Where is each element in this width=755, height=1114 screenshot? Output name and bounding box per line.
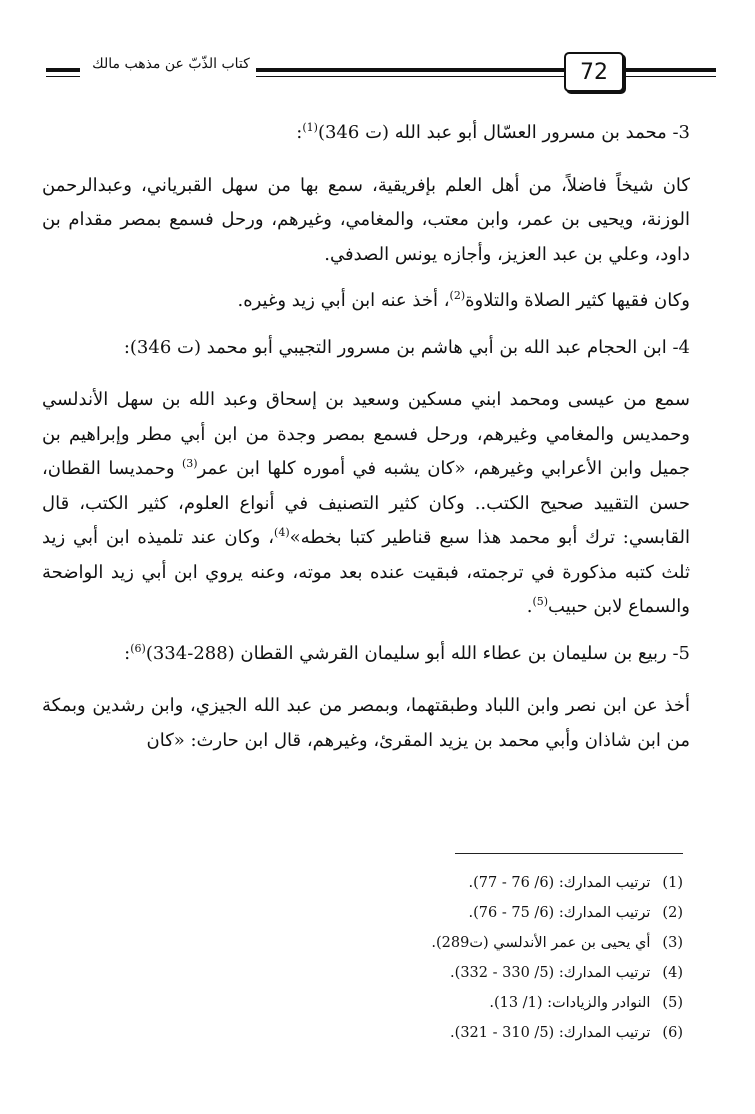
header-rule xyxy=(624,68,716,72)
footnotes xyxy=(300,868,683,1048)
header-rule xyxy=(256,76,576,77)
page-number: 72 xyxy=(564,52,624,92)
footnote: (2)ترتيب المدارك: (6/ 75 - 76). xyxy=(468,905,683,921)
footnote: (1)ترتيب المدارك: (6/ 76 - 77). xyxy=(468,875,683,891)
entry-heading-5: 5- ربيع بن سليمان بن عطاء الله أبو سليمان القرشي القطان $(288-334)^{(6)}$: xyxy=(124,641,690,664)
footnote-ref: (2) xyxy=(449,289,466,302)
page-header xyxy=(36,52,716,96)
footnote: (3)أي يحيى بن عمر الأندلسي (ت289). xyxy=(431,935,683,951)
header-rule xyxy=(624,76,716,77)
running-title: كتاب الذّبّ عن مذهب مالك xyxy=(92,56,250,72)
paragraph: سمع من عيسى ومحمد ابني مسكين وسعيد بن إسحاق وعبد الله بن سهل الأندلسي وحمديس والمغامي وغيرهم، ورحل فسمع بمصر وجدة من ابن أبي مطر وإبراهيم بن جميل وابن الأعرابي وغيرهم، «كان يشبه في أموره كلها ابن عمر$^{(3)}$ وحمديسا القطان، حسن التقييد صحيح الكتب.. وكان كثير التصنيف في أنواع العلوم، كثير الكتب، قال القابسي: ترك أبو محمد هذا سبع قناطير كتبا بخطه»$^{(4)}$، وكان عند تلميذه ابن أبي زيد ثلث كتبه مذكورة في ترجمته، فبقيت عنده بعد موته، وعنه يروي ابن أبي زيد الواضحة والسماع لابن حبيب$^{(5)}$. xyxy=(42,389,691,617)
footnote: (4)ترتيب المدارك: (5/ 330 - 332). xyxy=(450,965,683,981)
footnote: (5)النوادر والزيادات: (1/ 13). xyxy=(489,995,683,1011)
entry-heading-3: 3- محمد بن مسرور العسّال أبو عبد الله (ت 346)$^{(1)}$: xyxy=(296,121,690,143)
paragraph: أخذ عن ابن نصر وابن اللباد وطبقتهما، وبمصر من عبد الله الجيزي، وابن رشدين وبمكة من ابن شاذان وأبي محمد بن يزيد المقرئ، وغيرهم، قال ابن حارث: «كان xyxy=(42,695,690,751)
header-rule xyxy=(46,68,80,72)
entry-heading-4: 4- ابن الحجام عبد الله بن أبي هاشم بن مسرور التجيبي أبو محمد (ت 346): xyxy=(123,336,690,358)
footnote-ref: (1) xyxy=(302,121,318,134)
footnote-ref: (6) xyxy=(130,641,146,655)
footnote-ref: (5) xyxy=(532,595,549,608)
footnote: (6)ترتيب المدارك: (5/ 310 - 321). xyxy=(450,1025,683,1041)
header-rule xyxy=(256,68,576,72)
footnote-separator xyxy=(455,853,683,854)
footnote-ref: (3) xyxy=(182,457,198,470)
paragraph: كان شيخاً فاضلاً، من أهل العلم بإفريقية، سمع بها من سهل القبرياني، وعبدالرحمن الوزنة، ويحيى بن عمر، وابن معتب، والمغامي، وغيرهم، ورحل فسمع بمصر مقدام بن داود، وعلي بن عبد العزيز، وأجازه يونس الصدفي. xyxy=(42,174,690,265)
header-rule xyxy=(46,76,80,77)
footnote-ref: (4) xyxy=(274,526,290,539)
main-text xyxy=(42,116,690,770)
paragraph: وكان فقيها كثير الصلاة والتلاوة$^{(2)}$، أخذ عنه ابن أبي زيد وغيره. xyxy=(237,289,690,311)
